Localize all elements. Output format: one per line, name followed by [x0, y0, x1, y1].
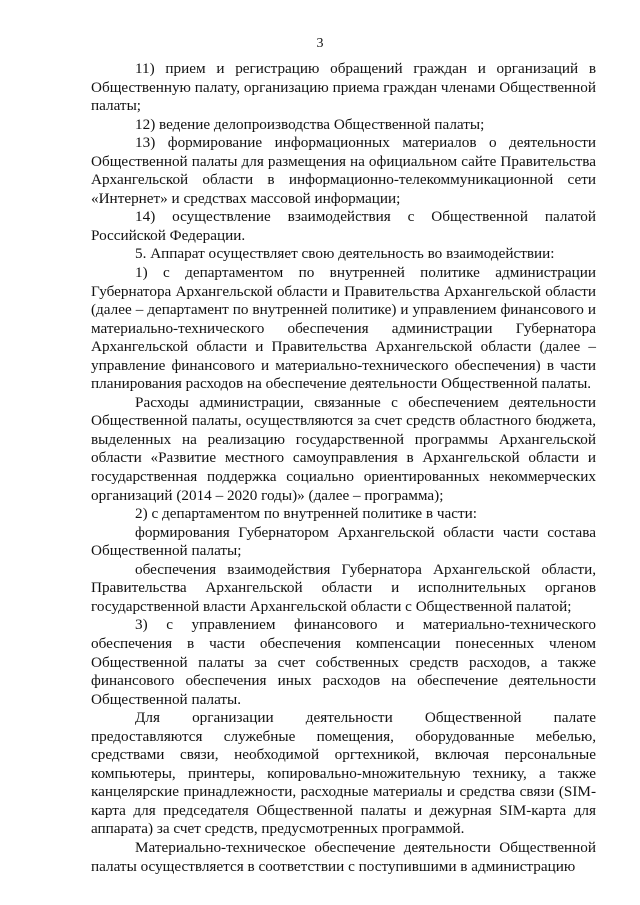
paragraph-interaction: обеспечения взаимодействия Губернатора Архангельской области, Правительства Архангельской области и исполнительных органов государственной власти Архангельской области с Общественной палатой;: [91, 560, 596, 615]
paragraph-item-13: 13) формирование информационных материалов о деятельности Общественной палаты для размещения на официальном сайте Правительства Архангельской области в информационно-телекоммуникационной сети «Интернет» и средствах массовой информации;: [91, 134, 596, 207]
paragraph-item-14: 14) осуществление взаимодействия с Общественной палатой Российской Федерации.: [91, 208, 596, 244]
paragraph-section-5: 5. Аппарат осуществляет свою деятельность во взаимодействии:: [135, 245, 555, 263]
page-number: 3: [316, 36, 324, 51]
paragraph-formation: формирования Губернатором Архангельской области части состава Общественной палаты;: [91, 523, 596, 560]
paragraph-subitem-1: 1) с департаментом по внутренней политике администрации Губернатора Архангельской области и Правительства Архангельской области (далее – департамент по внутренней политике) и управлением финансового и материально-технического обеспечения администрации Губернатора Архангельской области и Правительства Архангельской области (далее – управление финансового и материально-технического обеспечения) в части планирования расходов на обеспечение деятельности Общественной палаты.: [91, 264, 596, 393]
paragraph-subitem-3: 3) с управлением финансового и материально-технического обеспечения в части обеспечения компенсации понесенных членом Общественной палаты за счет собственных средств расходов, а также финансового обеспечения иных расходов на обеспечение деятельности Общественной палаты.: [91, 616, 596, 708]
paragraph-material-support: Материально-техническое обеспечение деятельности Общественной палаты осуществляется в соответствии с поступившими в администрацию: [91, 838, 596, 875]
paragraph-subitem-2: 2) с департаментом по внутренней политике в части:: [135, 505, 477, 523]
paragraph-expenses: Расходы администрации, связанные с обеспечением деятельности Общественной палаты, осуществляются за счет средств областного бюджета, выделенных на реализацию государственной программы Архангельской области «Развитие местного самоуправления в Архангельской области и государственная поддержка социально ориентированных некоммерческих организаций (2014 – 2020 годы)» (далее – программа);: [91, 393, 596, 504]
paragraph-item-11: 11) прием и регистрацию обращений граждан и организаций в Общественную палату, организацию приема граждан членами Общественной палаты;: [91, 60, 596, 115]
paragraph-item-12: 12) ведение делопроизводства Общественной палаты;: [135, 115, 485, 133]
document-body: [91, 60, 596, 876]
paragraph-premises: Для организации деятельности Общественной палате предоставляются служебные помещения, оборудованные мебелью, средствами связи, необходимой оргтехникой, включая персональные компьютеры, принтеры, копировально-множительную технику, а также канцелярские принадлежности, расходные материалы и средства связи (SIM-карта для председателя Общественной палаты и дежурная SIM-карта для аппарата) за счет средств, предусмотренных программой.: [91, 709, 596, 838]
